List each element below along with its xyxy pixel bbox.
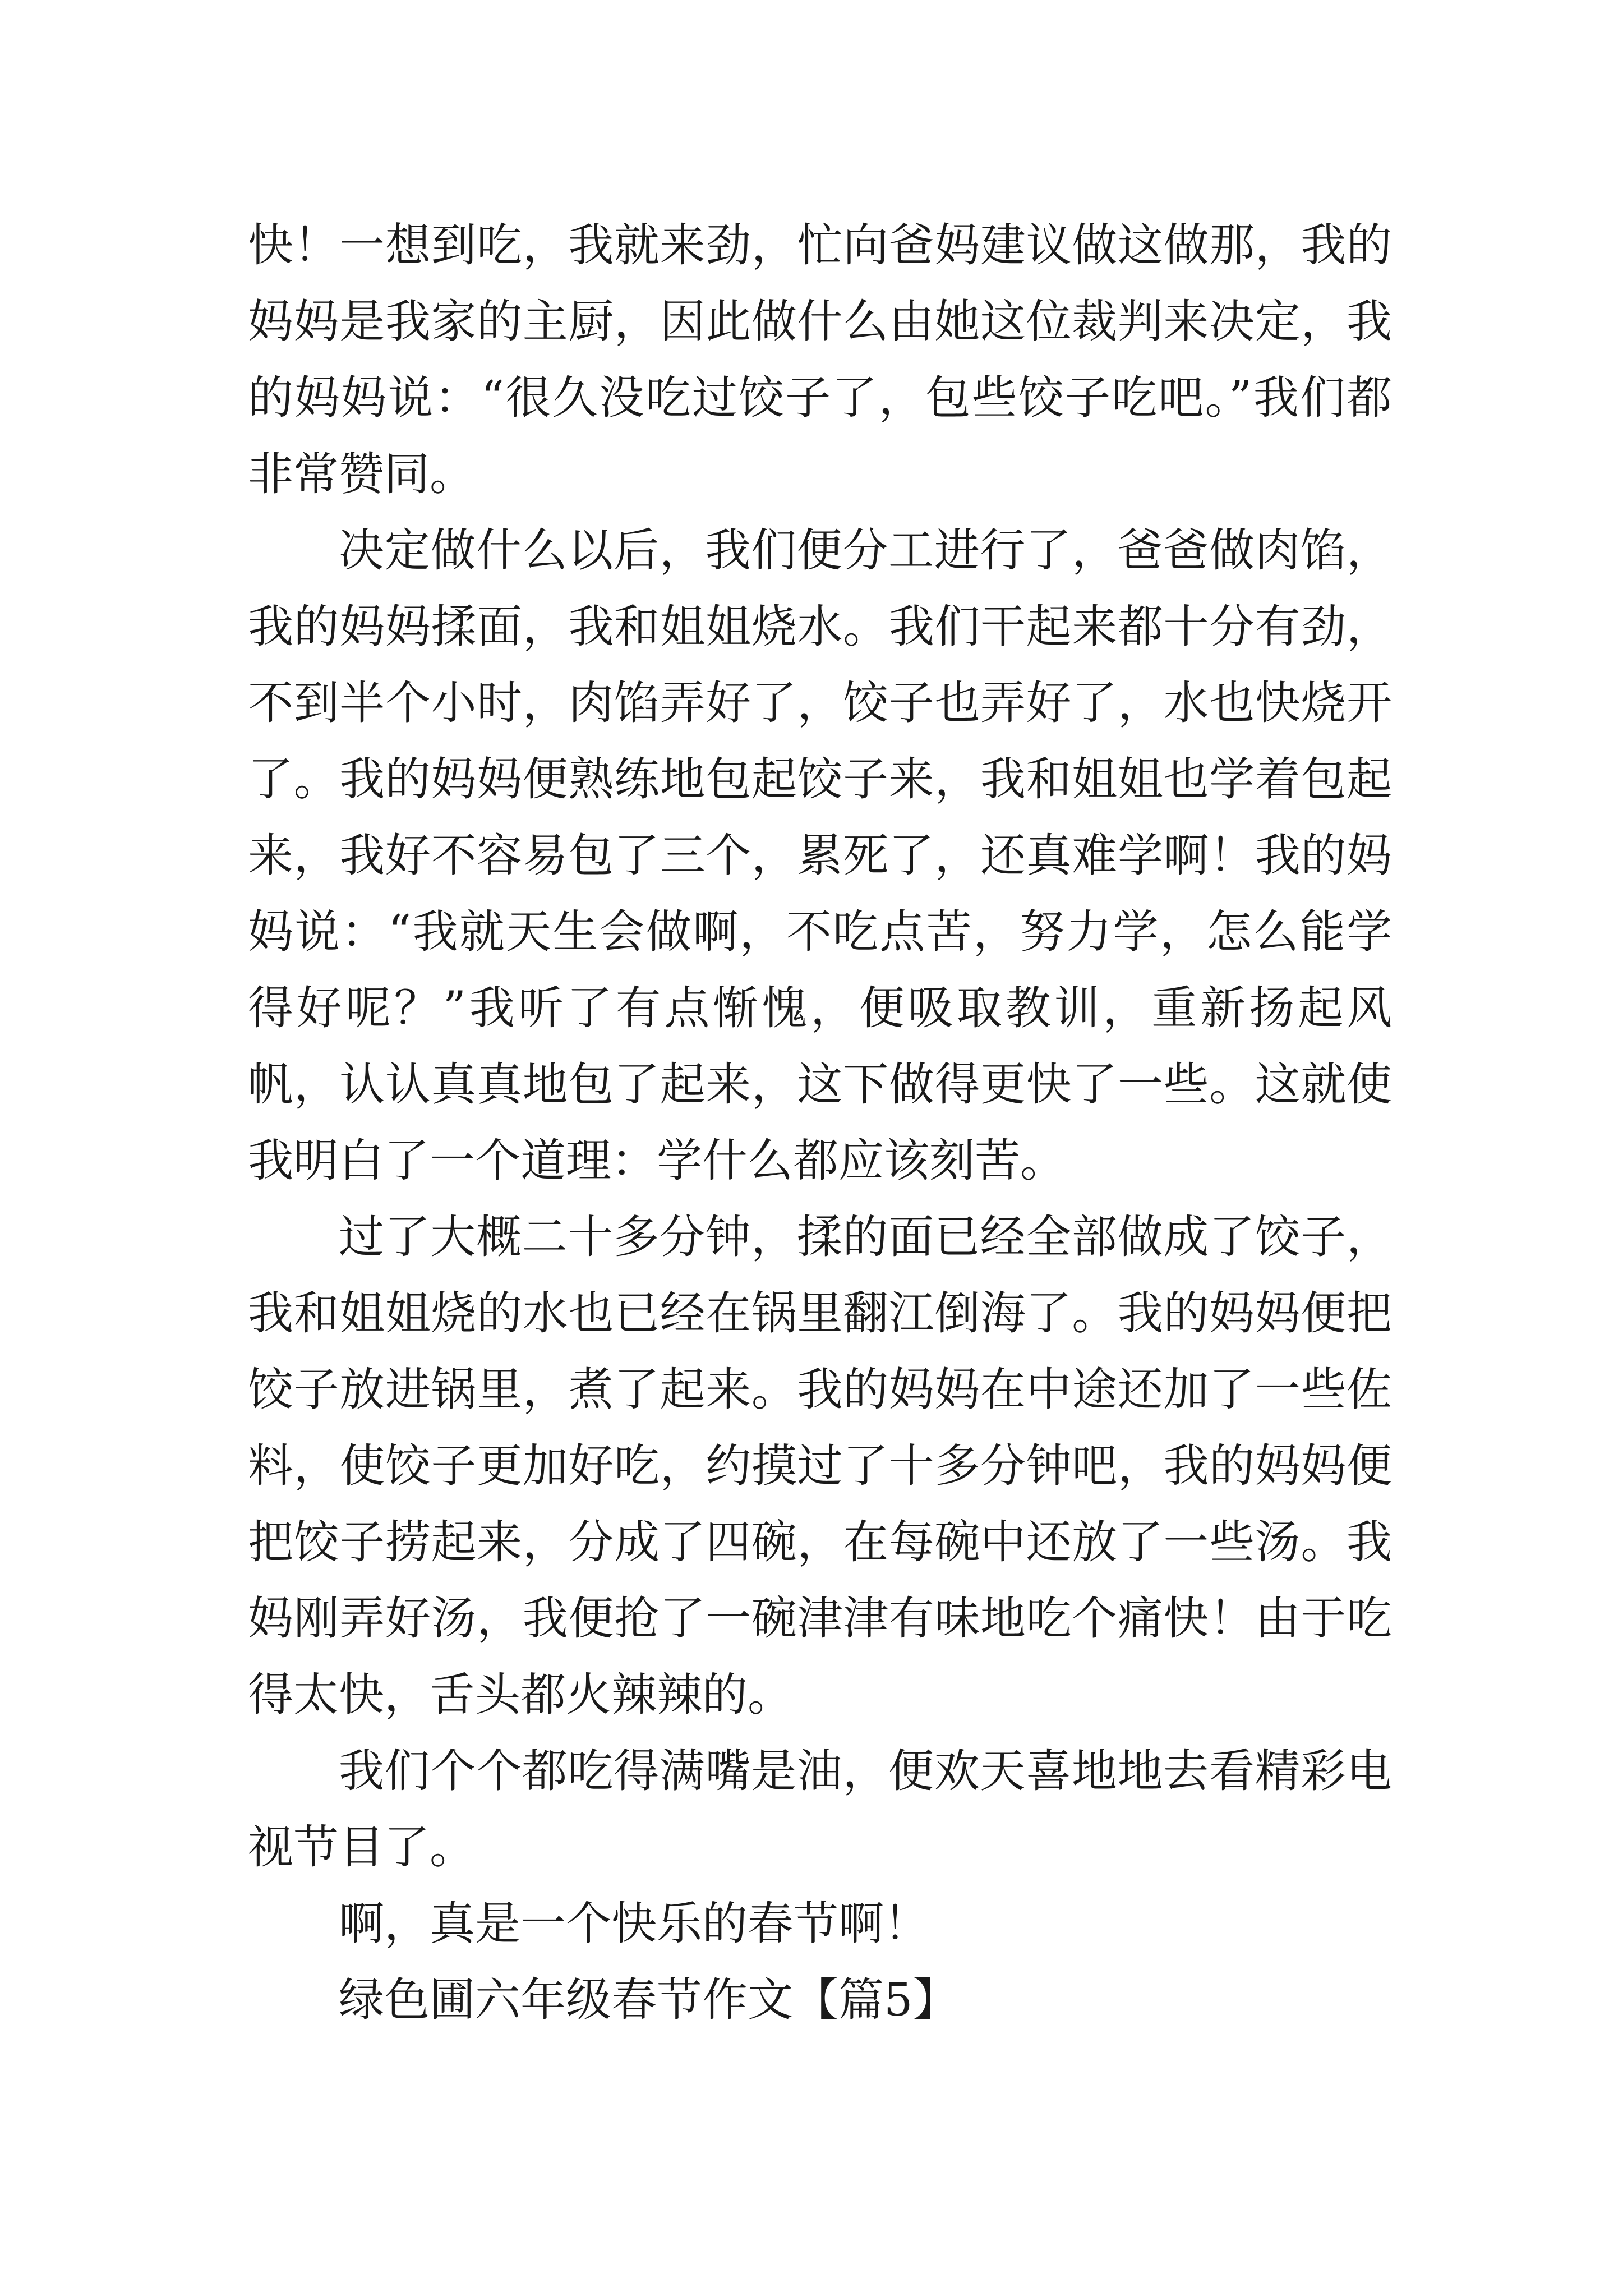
paragraph: 我们个个都吃得满嘴是油，便欢天喜地地去看精彩电视节目了。 — [248, 1745, 1392, 1874]
paragraph: 啊，真是一个快乐的春节啊！ — [339, 1898, 930, 1950]
paragraph-continued: 快！一想到吃，我就来劲，忙向爸妈建议做这做那，我的妈妈是我家的主厨，因此做什么由她这位裁判来决定，我的妈妈说：“很久没吃过饺子了，包些饺子吃吧。”我们都非常赞同。 — [248, 219, 1392, 501]
article-body — [248, 208, 1392, 2039]
paragraph: 过了大概二十多分钟，揉的面已经全部做成了饺子，我和姐姐烧的水也已经在锅里翻江倒海了。我的妈妈便把饺子放进锅里，煮了起来。我的妈妈在中途还加了一些佐料，使饺子更加好吃，约摸过了十多分钟吧，我的妈妈便把饺子捞起来，分成了四碗，在每碗中还放了一些汤。我妈刚弄好汤，我便抢了一碗津津有味地吃个痛快！由于吃得太快，舌头都火辣辣的。 — [248, 1211, 1392, 1722]
paragraph: 决定做什么以后，我们便分工进行了，爸爸做肉馅，我的妈妈揉面，我和姐姐烧水。我们干起来都十分有劲，不到半个小时，肉馅弄好了，饺子也弄好了，水也快烧开了。我的妈妈便熟练地包起饺子来，我和姐姐也学着包起来，我好不容易包了三个，累死了，还真难学啊！我的妈妈说：“我就天生会做啊，不吃点苦，努力学，怎么能学得好呢？”我听了有点惭愧，便吸取教训，重新扬起风帆，认认真真地包了起来，这下做得更快了一些。这就使我明白了一个道理：学什么都应该刻苦。 — [248, 524, 1392, 1188]
next-article-heading: 绿色圃六年级春节作文【篇5】 — [339, 1974, 958, 2027]
